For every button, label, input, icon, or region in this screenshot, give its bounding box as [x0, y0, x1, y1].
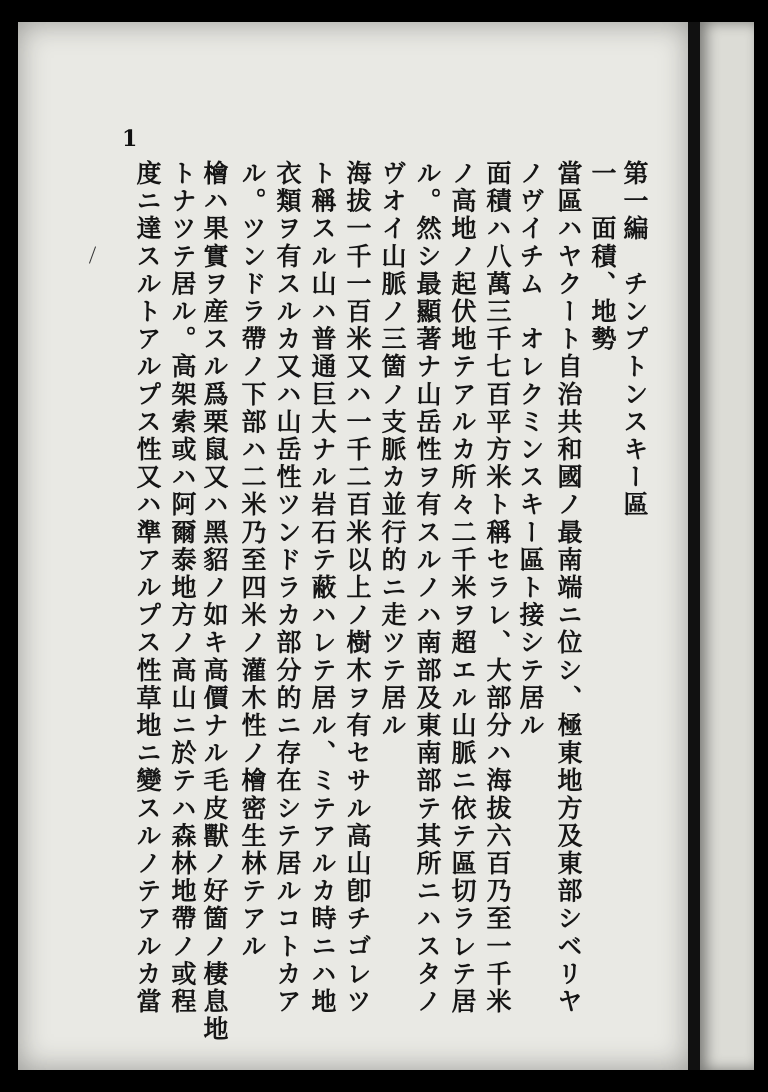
text-column: ル。ツンドラ帶ノ下部ハ二米乃至四米ノ灌木性ノ檜密生林テアル: [238, 160, 267, 961]
text-column: ト稱スル山ハ普通巨大ナル岩石テ蔽ハレテ居ル、ミテアルカ時ニハ地: [308, 160, 337, 1016]
text-column: 當區ハヤクート自治共和國ノ最南端ニ位シ、極東地方及東部シベリヤ: [554, 160, 583, 1016]
text-column: ノ高地ノ起伏地テアルカ所々二千米ヲ超エル山脈ニ依テ區切ラレテ居: [448, 160, 477, 1016]
adjacent-page-edge: [700, 22, 754, 1070]
page-number: 1: [122, 126, 138, 152]
text-column: 海拔一千一百米又ハ一千二百米以上ノ樹木ヲ有セサル高山卽チゴレツ: [343, 160, 372, 1016]
text-column: 面積ハ八萬三千七百平方米ト稱セラレ、大部分ハ海拔六百乃至一千米: [483, 160, 512, 1016]
section-heading: 一 面積、地勢: [588, 160, 617, 354]
text-column: 衣類ヲ有スルカ又ハ山岳性ツンドラカ部分的ニ存在シテ居ルコトカア: [273, 160, 302, 1016]
text-column: トナツテ居ル。高架索或ハ阿爾泰地方ノ高山ニ於テハ森林地帶ノ或程: [168, 160, 197, 1016]
chapter-heading: 第一編 チンプトンスキー區: [620, 160, 649, 519]
text-column: 度ニ達スルトアルプス性又ハ準アルプス性草地ニ變スルノテアルカ當: [133, 160, 162, 1016]
text-column: ヴオイ山脈ノ三箇ノ支脈カ並行的ニ走ツテ居ル: [378, 160, 407, 740]
text-column: ノヴイチム オレクミンスキー區ト接シテ居ル: [516, 160, 545, 740]
text-column: ル。然シ最顯著ナ山岳性ヲ有スルノハ南部及東南部テ其所ニハスタノ: [413, 160, 442, 1016]
text-column: 檜ハ果實ヲ産スル爲栗鼠又ハ黑貂ノ如キ高價ナル毛皮獸ノ好箇ノ棲息地: [200, 160, 229, 1044]
book-spine: [688, 22, 700, 1070]
